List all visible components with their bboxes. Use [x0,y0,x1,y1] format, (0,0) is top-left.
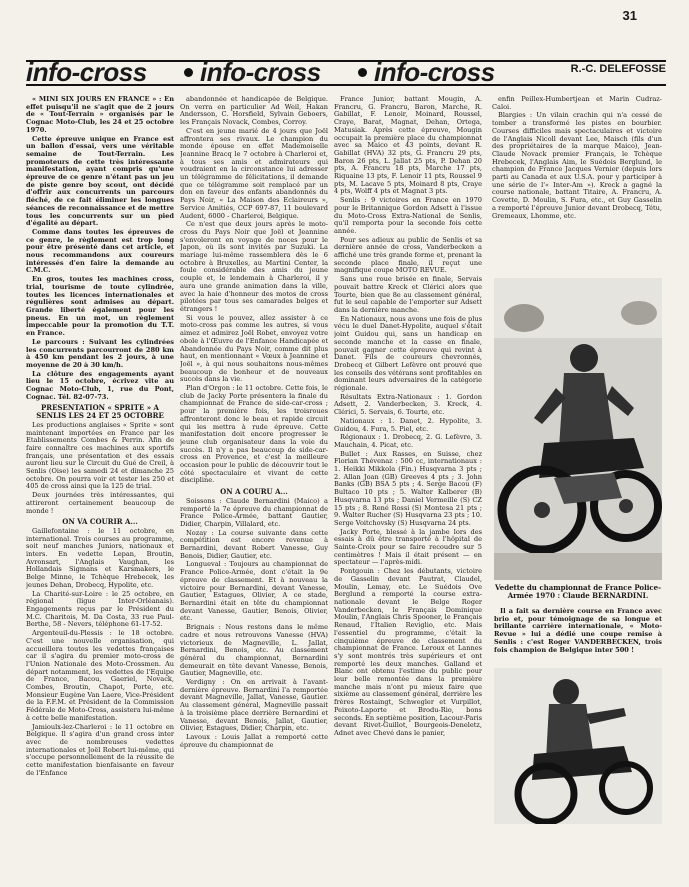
rider-portrait-icon [494,668,662,824]
paragraph: Lavoux : Louis Jallat a remporté cette épreuve du championnat de [180,732,328,749]
paragraph: Jamioulx-lez-Charleroi : le 11 octobre en Belgique. Il s'agira d'un grand cross inter avec de nombreuses vedettes internationales et Joël Robert lui-même, qui s'occupe personnellement de la réussite de cette manifestation bienfaisante en faveur de l'Enfance [26,722,174,777]
paragraph: La clôture des engagements ayant lieu le 15 octobre, écrivez vite au Cognac Moto-Club, 1, rue du Pont, Cognac. Tél. 82-07-73. [26,369,174,401]
paragraph: Jacky Porte, blessé à la jambe lors des essais à dû être transporté à l'hôpital de Sainte-Croix pour se faire recoudre sur 5 centimètres ! Mais il était présent — en spectateur — l'après-midi. [334,527,482,567]
paragraph: Il a fait sa dernière course en France avec brio et, pour témoignage de sa longue et brillante carrière internationale, « Moto-Revue » lui a dédié une coupe remise à Senlis : c'est Roger VANDERBECKEN, trois fois champion de Belgique inter 500 ! [494,607,662,654]
paragraph: Verdigny : On en arrivait à l'avant-dernière épreuve. Bernardini l'a remportée devant Magneville, Jallat, Vanesse, Gautier. Au classement général, Magneville passait à la troisième place derrière Bernardini et Vanesse, devant Benois, Jallat, Gautier, Olivier, Estagues, Didier, Charpin, etc. [180,678,328,733]
article-column-2 [180,96,328,874]
page-number: 31 [622,8,637,23]
motocross-photo-icon [494,278,662,580]
article-column-1 [26,96,174,874]
paragraph: Gaillefontaine : le 11 octobre, en international. Trois courses au programme, soit neuf manches Juniors, nationaux et inters. En vedette Lepan, Broutin, Avronsart, l'Anglais Vaughan, les Hollandais Sigmans et Karsmakers, le Belge Minne, le Tchèque Hrebecek, les jeunes Dehan, Drobecq, Hypolite, etc. [26,526,174,589]
paragraph: En Nationaux, nous avons une fois de plus vécu le duel Danet-Hypolite, auquel s'était joint Guidou qui, sans un handicap en seconde manche et la casse en finale, pouvait gagner cette épreuve qui revint à Danet. Fils de coureurs chevronnés, Drobecq et Gilbert Lefèvre ont prouvé que les conseils des vétérans sont profitables en dominant leurs adversaires de la catégorie régionale. [334,314,482,393]
paragraph: enfin Peillex-Humbertjean et Marin Cudraz-Caloi. [492,96,662,111]
photo-rider-bernardini [494,278,662,580]
paragraph: Argenteuil-du-Plessis : le 18 octobre. C'est une nouvelle organisation, qui accueillera toutes les vedettes françaises car il s'agira du premier moto-cross de l'Union Nationale des Moto-Crossmen. Au départ notamment, les vedettes de l'Equipe de France, Bacou, Gaeriel, Novack, Combes, Broutin, Chapot, Porte, etc. Monsieur Eugène Van Laere, Vice-Président de la F.F.M. et Président de la Commission Fédérale de Moto-Cross, assistera lui-même à cette belle manifestation. [26,629,174,722]
paragraph: C'est en jeune marié de 4 jours que Joël affrontera ses rivaux. Le champion du monde épouse en effet Mademoiselle Jeannine Bracq le 7 octobre à Charleroi et, à tous ses amis et admirateurs qui voudraient en la circonstance lui adresser un télégramme de félicitations, il demande que ce télégramme soit remplacé par un don en faveur des enfants abandonnés du Pays Noir, « La Maison des Eclaireurs », Service Amitiés, CCP 697-87, 11 boulevard Audent, 6000 - Charleroi, Belgique. [180,126,328,220]
paragraph: Résultats Extra-Nationaux : 1. Gordon Adsett, 2. Vanderbecken, 3. Kreck, 4. Clérici, 5. Servais, 6. Tourte, etc. [334,392,482,417]
paragraph: Comme dans toutes les épreuves de ce genre, le règlement est trop long pour être présenté dans cet article, et nous recommandons aux coureurs intéressés d'en faire la demande au C.M.C. [26,227,174,275]
paragraph: Plan d'Orgon : le 11 octobre. Cette fois, le club de Jacky Porte présentera la finale du championnat de France de side-car-cross ; pour la première fois, les troisroues affronteront donc le beau et rapide circuit qui les mettra à rude épreuve. Cette manifestation doit encore progresser le jeune club organisateur dans la voie du succès. Il n'y a pas beaucoup de side-car-cross en Provence, et c'est la meilleure occasion pour le public de découvrir tout le côté spectaculaire et vivant de cette discipline. [180,384,328,485]
photo-rider-vanderbecken [494,668,662,824]
banner-title-2: info-cross [200,57,321,87]
section-banner [26,58,666,86]
section-heading: ON VA COURIR A... [62,517,138,527]
paragraph: En gros, toutes les machines cross, trial, tourisme de toute cylindrée, toutes les licences internationales et régulières sont admises au départ. Grande liberté également pour les pneus. En un mot, un règlement impeccable pour la promotion du T.T. en France. [26,275,174,338]
paragraph: Cette épreuve unique en France est un ballon d'essai, vers une véritable semaine de Tout-Terrain. Les promoteurs de cette très intéressante manifestation, ayant compris qu'une épreuve de ce genre n'étant pas un jeu de piste genre boy scout, ont décidé d'offrir aux concurrents un parcours fléché, de ce fait éliminer les longues séances de reconnaissance et de mettre tous les concurrents sur un pied d'égalité au départ. [26,134,174,228]
paragraph: Longueval : Toujours au championnat de France Police-Armée, dont c'était la 9e épreuve de classement. Et à nouveau la victoire pour Bernardini, devant Vanesse, Gautier, Estagues, Olivier, A ce stade, Bernardini était en tête du championnat devant Vanesse, Gautier, Benois, Olivier, etc. [180,560,328,623]
article-column-4-bottom [494,608,662,654]
section-heading: ON A COURU A... [220,487,288,497]
paragraph: France Junior, battant Mougin, A. Francru, G. Francru, Baron, Marche, R. Gabillat, F. Lenoir, Moinard, Roussel, Craye, Barat, Magnat, Dehan, Ortega, Matusiak. Après cette épreuve, Mougin occupait la première place du championnat avec sa Maico et 43 points, devant R. Gabillat (HVA) 32 pts, G. Francru 29 pts, Baron 26 pts, L. Jallat 25 pts, P. Dehan 20 pts, A. Francru 18 pts, Marche 17 pts, Riquaine 13 pts, F. Lenoir 11 pts, Roussel 9 pts, M. Lacave 5 pts, Moinard 8 pts, Craye 4 pts, Wolff 4 pts et Magnat 3 pts. [334,96,482,196]
banner-title-3: info-cross [374,57,495,87]
section-heading: PRESENTATION « SPRITE » A SENLIS LES 24 ET 25 OCTOBRE [36,403,164,421]
article-column-4-top [492,96,662,276]
paragraph: Brignais : Nous restons dans le même cadre et nous retrouvons Vanesse (HVA) victorieux de Magneville, L. Jallat, Bernardini, Benois, etc. Au classement général du championnat, Bernardini demeurait en tête devant Vanesse, Benois, Gautier, Magneville, etc. [180,623,328,678]
paragraph: Régionaux : 1. Drobecq, 2. G. Lefèvre, 3. Mauchain, 4. Picat, etc. [334,433,482,449]
paragraph: Nozay : La course suivante dans cette compétition est encore revenue à Bernardini, devant Robert Vanesse, Guy Benois, Didier, Gautier, etc. [180,528,328,560]
paragraph: Ce n'est que deux jours après le moto-cross du Pays Noir que Joël et Jeannine s'envoleront en voyage de noces pour le Japon, où ils sont invités par Suzuki. La mariage lui-même rassemblera dès le 6 octobre à Bruxelles, au Martini Center, la foule considérable des amis du jeune couple et, le lendemain à Charleroi, il y aura une grande animation dans la ville, avec la haie d'honneur des motos de cross pilotées par tous ses camarades belges et étrangers ! [180,220,328,313]
paragraph: Nationaux : 1. Danet, 2. Hypolite, 3. Guidou, 4. Fura, 5. Piel, etc. [334,416,482,433]
paragraph: Sans une roue brisée en finale, Servais pouvait battre Kreck et Clérici alors que Tourte, bien que 8e au classement général, fut le seul capable de l'emporter sur Adsett dans la dernière manche. [334,275,482,314]
bullet-dot-icon [184,68,193,77]
paragraph: Pontgouin : Chez les débutants, victoire de Gasselin devant Pautrat, Claudel, Moulin, Lemay, etc. Le Suédois Ove Berglund a remporté la course extra-nationale devant le Belge Roger Vanderbecken, le Français Dominique Moulin, l'Anglais Chris Spooner, le Français Renaud, l'Italien Reviglio, etc. Mais l'essentiel du programme, c'était la cinquième épreuve de classement du championnat de France. Leroux et Lannes s'y sont montrés très supérieurs et ont remporté les deux manches. Galland et Blanc ont obtenu l'estime du public pour leur belle remontée dans la première manche mais n'ont pu mieux faire que sixième au classement général, derrière les frères Rostaingt, Schwegler et Vurpillot, Peixoto-Laporte et Brodu-Rio, bons seconds. En septième position, Lacour-Paris devant Rivet-Guillot, Bourgeois-Deneletz, Adnet avec Chevé dans le panier, [334,567,482,737]
paragraph: Senlis : 9 victoires en France en 1970 pour le Britannique Gordon Adsett à l'issue du Moto-Cross Extra-National de Senlis, qu'il remporta pour la seconde fois cette année. [334,196,482,235]
photo-caption: Vedette du championnat de France Police-Armée 1970 : Claude BERNARDINI. [494,583,662,600]
paragraph: Le parcours : Suivant les cylindrées les concurrents parcourront de 280 km à 450 km pendant les 2 jours, à une moyenne de 20 à 30 km/h. [26,337,174,369]
paragraph: Pour ses adieux au public de Senlis et sa dernière année de cross, Vanderbecken a affiché une très grande forme et, prenant la seconde place finale, il reçut une magnifique coupe MOTO REVUE. [334,235,482,275]
paragraph: Les productions anglaises « Sprite » sont maintenant importées en France par les Etablissements Combes & Perrin. Afin de faire connaître ces machines aux sportifs français, une présentation et des essais auront lieu sur le Circuit du Gué de Creil, à Senlis (Oise) les samedi 24 et dimanche 25 octobre. On pourra voir et tester les 250 et 405 de cross ainsi que la 125 de trial. [26,420,174,491]
banner-title-1: info-cross [26,57,147,87]
bullet-dot-icon [358,68,367,77]
article-column-3 [334,96,482,874]
paragraph: Blargies : Un vilain crachin qui n'a cessé de tomber a transformé les pistes en bourbier. Courses difficiles mais spectaculaires et victoire de l'Anglais Nicoll devant Lee, Maisch (fils d'un des propriétaires de la marque Maico), Jean-Claude Novack premier Français, le Tchèque Hrebecek, l'Anglais Aim, le Suédois Berglund, le champion de France Jacques Vernier (depuis lors parti au Canada et aux U.S.A. pour y participer à une série de l'« Inter-Am »). Kreck a gagné la course nationale, battant Titaire, A. Francru, A. Covette, D. Moulin, S. Fura, etc., et Guy Gasselin a remporté l'épreuve Junior devant Drobecq, Tétu, Gremeaux, Lhomme, etc. [492,111,662,220]
paragraph: Bullet : Aux Rasses, en Suisse, chez Florian Thévenaz : 500 cc, internationaux : 1. Heikki Mikkola (Fin.) Husqvarna 3 pts ; 2. Allan Joan (GB) Greeves 4 pts ; 3. John Banks (GB) BSA 5 pts ; 4. Serge Bacou (F) Bultaco 10 pts ; 5. Walter Kalberer (B) Husqvarna 13 pts ; Daniel Vermeille (S) CZ 15 pts ; 8. René Rossi (S) Montesa 21 pts ; 9. Walter Rucher (S) Husqvarna 23 pts ; 10. Serge Voitchovsky (S) Husqvarna 24 pts. [334,449,482,527]
paragraph: « MINI SIX JOURS EN FRANCE » : En effet puisqu'il ne s'agit que de 2 jours de « Tout-Terrain » organisés par le Cognac Moto-Club, les 24 et 25 octobre 1970. [26,96,174,134]
paragraph: abandonnée et handicapée de Belgique. On verra en particulier Ad Weil, Hakan Andersson, C. Horsfield, Sylvain Geboers, les Français Novack, Combes, Corroy. [180,96,328,127]
paragraph: Soissons : Claude Bernardini (Maico) a remporté la 7e épreuve du championnat de France Police-Armée, battant Gautier, Didier, Charpin, Villalard, etc. [180,496,328,528]
paragraph: La Charité-sur-Loire : le 25 octobre, en régional (ligue Inter-Orléanais). Engagements reçus par le Président du M.C. Charitois, M. Da Costa, 33 rue Paul-Berthe, 58 - Nevers, téléphone 61-17-52. [26,589,174,629]
paragraph: Deux journées très intéressantes, qui attireront certainement beaucoup de monde ! [26,491,174,515]
author-byline: R.-C. DELEFOSSE [570,63,666,75]
paragraph: Si vous le pouvez, allez assister à ce moto-cross pas comme les autres, si vous aimez et admirez Joël Robet, envoyez votre obole à l'Œuvre de l'Enfance Handicapée et Abandonnée du Pays Noir, comme dit plus haut, en mentionnant « Vœux à Jeannine et Joël », à qui nous souhaitons nous-mêmes beaucoup de bonheur et de nouveaux succès dans la vie. [180,313,328,384]
